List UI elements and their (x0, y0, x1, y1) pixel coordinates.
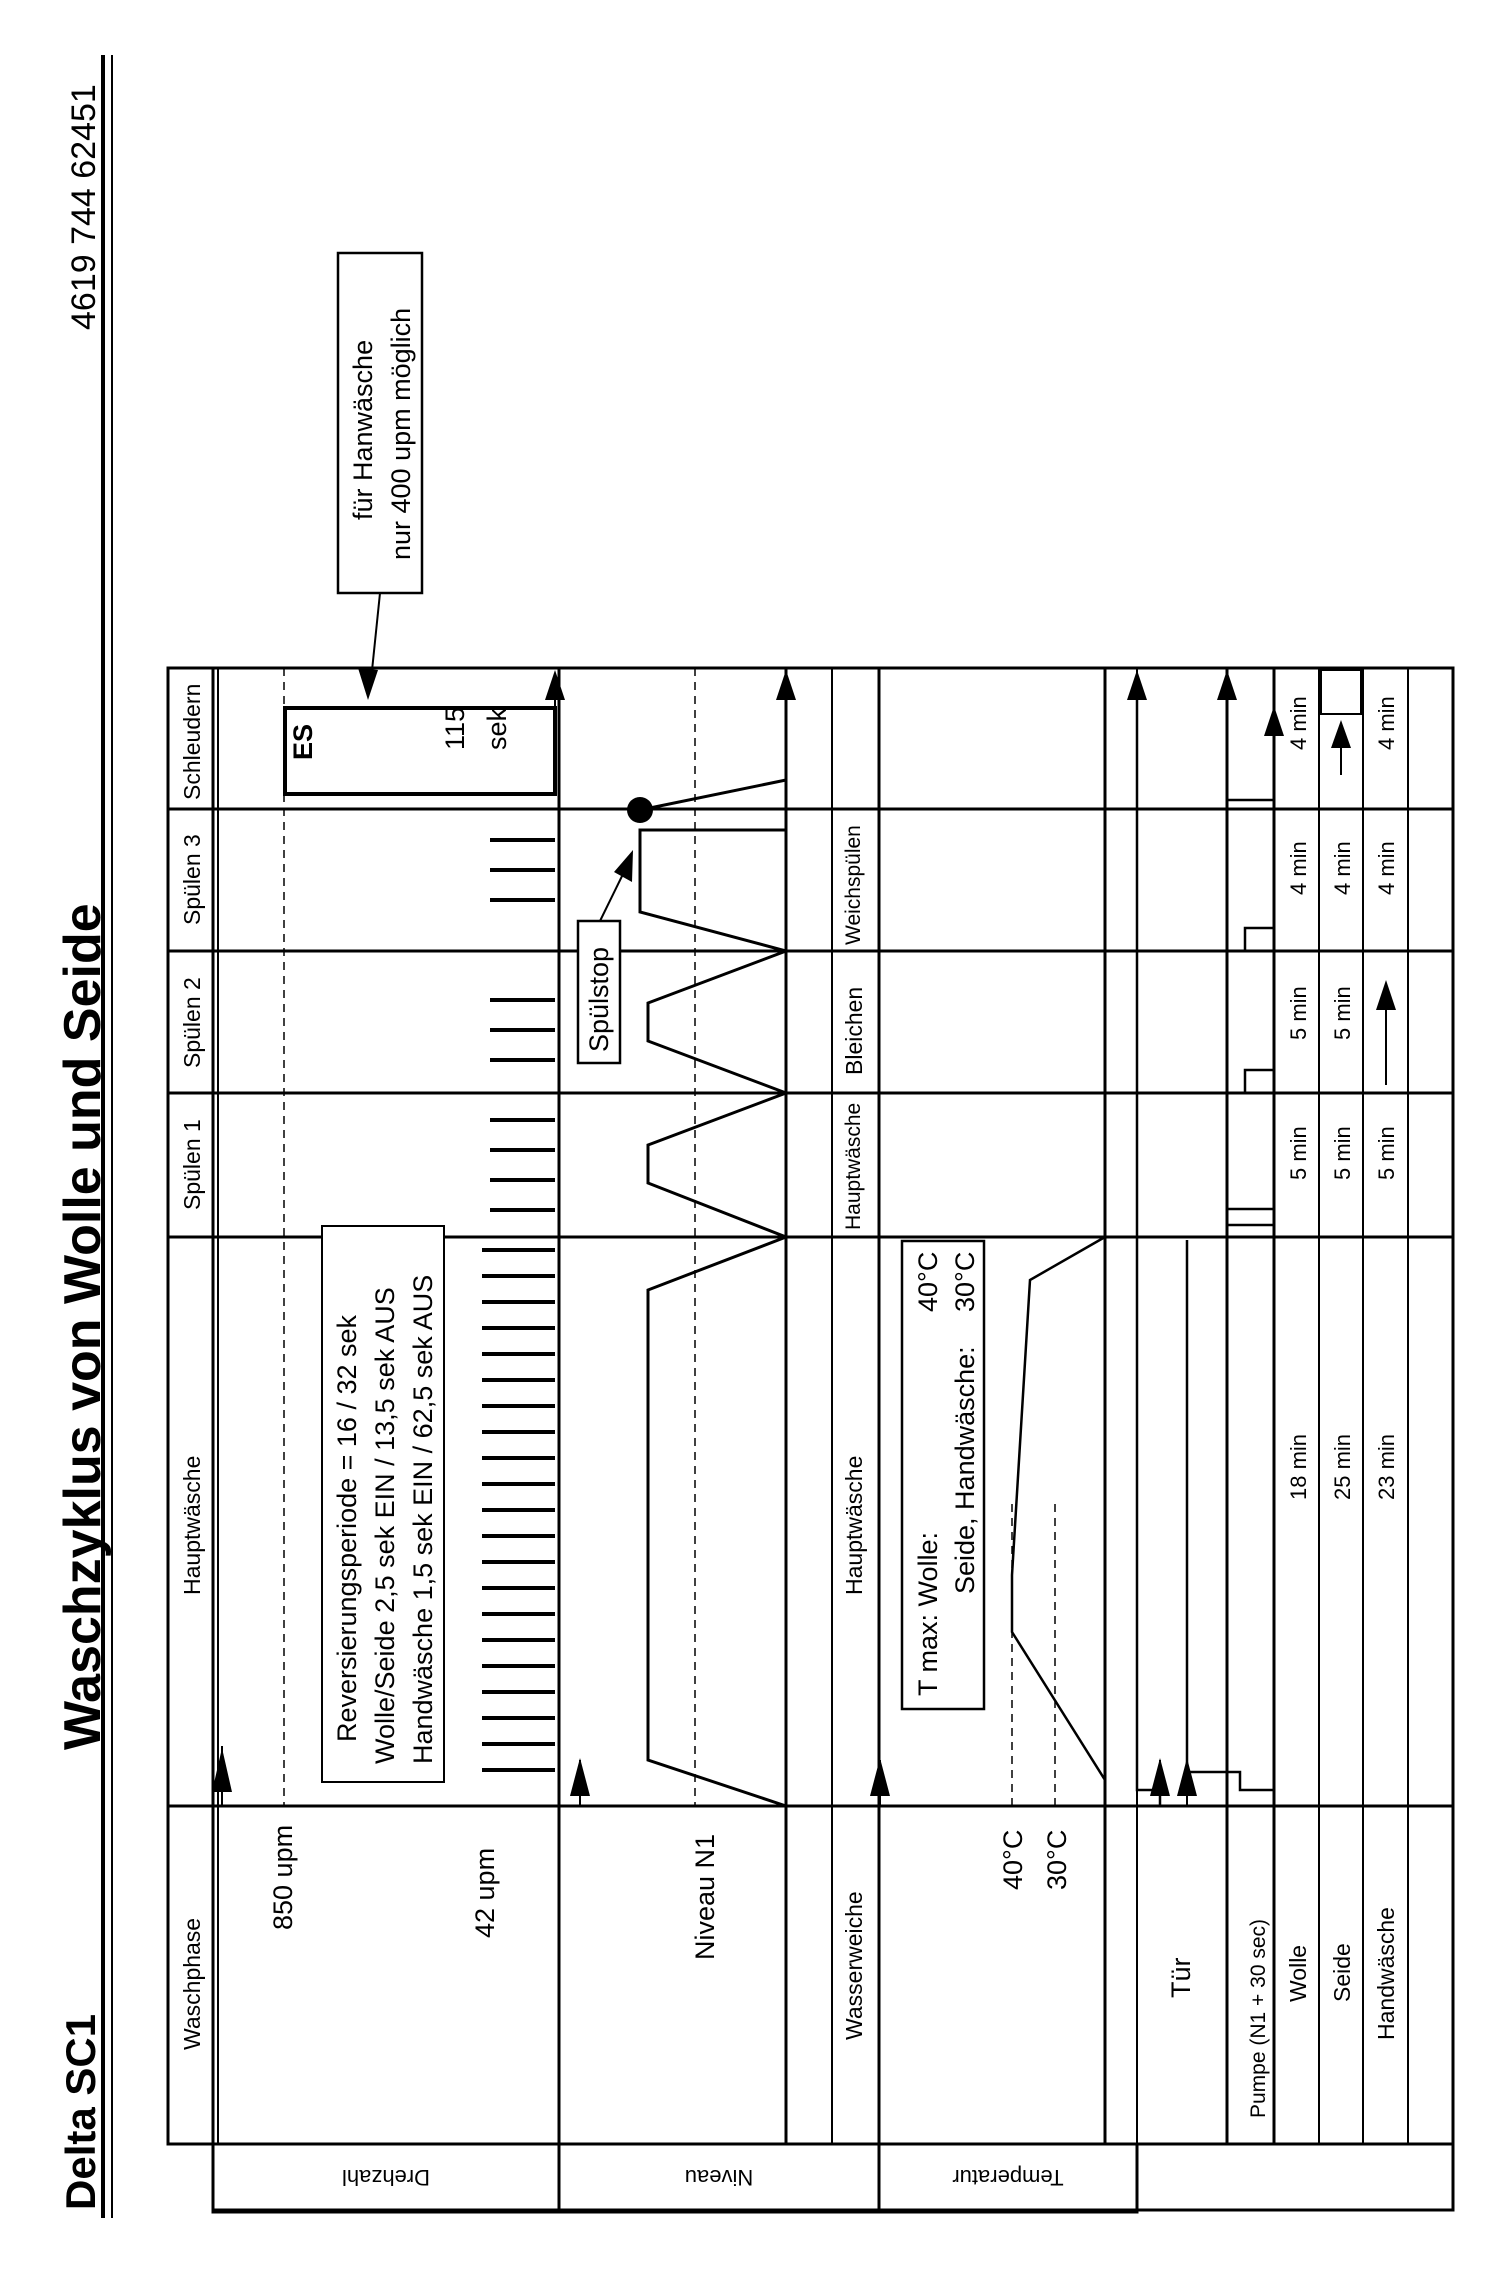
phase-label-hauptwaesche: Hauptwäsche (179, 1455, 205, 1595)
program-label-seide: Seide (1329, 1943, 1355, 2002)
duration-value: 25 min (1330, 1433, 1355, 1500)
side-label-drehzahl: Drehzahl (341, 2165, 431, 2190)
water-level-curve (640, 830, 786, 1806)
phase-label-spuelen-2: Spülen 2 (179, 977, 205, 1068)
duration-value: 18 min (1286, 1433, 1311, 1500)
wasserweiche-cell-main: Hauptwäsche (841, 1455, 867, 1595)
duration-value: 4 min (1286, 841, 1311, 895)
wasserweiche-cell-spuelen-3: Weichspülen (842, 825, 865, 945)
seide-2m-box (1321, 670, 1361, 714)
model-label: Delta SC1 (57, 2013, 104, 2210)
side-label-niveau: Niveau (684, 2165, 754, 2190)
wasserweiche-label: Wasserweiche (841, 1891, 867, 2040)
duration-value: 5 min (1330, 1126, 1355, 1180)
duration-table (1286, 674, 1399, 1500)
phase-label-waschphase: Waschphase (179, 1917, 205, 2050)
es-duration-value: 115 (440, 706, 470, 750)
program-label-wolle: Wolle (1285, 1944, 1311, 2002)
tmax-wolle-label: T max: Wolle: (913, 1531, 943, 1696)
duration-value: 4 min (1374, 696, 1399, 750)
temperature-curve (1012, 1237, 1105, 1806)
duration-value: 4 min (1330, 841, 1355, 895)
door-signal (1137, 680, 1160, 1806)
duration-value: 5 min (1286, 1126, 1311, 1180)
duration-value: 5 min (1330, 986, 1355, 1040)
reversing-pulses (482, 840, 555, 1770)
speed-high-label: 850 upm (268, 1824, 298, 1930)
temp-40-label: 40°C (998, 1829, 1028, 1890)
door-label: Tür (1166, 1957, 1196, 1998)
reversing-note-line-3: Handwäsche 1,5 sek EIN / 62,5 sek AUS (408, 1274, 438, 1764)
pump-signal (1187, 1240, 1274, 1806)
duration-value: 5 min (1374, 1126, 1399, 1180)
handwash-callout-line-1: für Hanwäsche (348, 339, 378, 520)
document-number: 4619 744 62451 (65, 84, 103, 330)
side-label-temperatur: Temperatur (952, 2165, 1064, 2190)
duration-value: 4 min (1286, 696, 1311, 750)
temp-30-label: 30°C (1042, 1829, 1072, 1890)
speed-low-label: 42 upm (470, 1847, 500, 1938)
es-spin-box (285, 708, 555, 794)
duration-value: 4 min (1374, 841, 1399, 895)
es-duration-unit: sek (482, 707, 512, 750)
es-label: ES (288, 723, 318, 760)
tmax-seide-label: Seide, Handwäsche: (950, 1346, 980, 1594)
handwash-callout-line-2: nur 400 upm möglich (386, 307, 416, 560)
level-n1-label: Niveau N1 (690, 1833, 720, 1960)
page-title: Waschzyklus von Wolle und Seide (54, 903, 112, 1750)
pump-label: Pumpe (N1 + 30 sec) (1247, 1918, 1270, 2118)
phase-label-spuelen-1: Spülen 1 (179, 1119, 205, 1210)
spuelstop-label: Spülstop (584, 946, 614, 1052)
duration-value: 5 min (1286, 986, 1311, 1040)
reversing-note-line-2: Wolle/Seide 2,5 sek EIN / 13,5 sek AUS (370, 1287, 400, 1764)
tmax-wolle-value: 40°C (913, 1251, 943, 1312)
duration-value: 23 min (1374, 1433, 1399, 1500)
wasserweiche-cell-spuelen-1: Hauptwäsche (842, 1102, 865, 1230)
phase-label-spuelen-3: Spülen 3 (179, 834, 205, 925)
reversing-note-line-1: Reversierungsperiode = 16 / 32 sek (332, 1314, 362, 1742)
program-label-handwaesche: Handwäsche (1373, 1907, 1399, 2040)
phase-label-schleudern: Schleudern (179, 683, 205, 800)
wasserweiche-cell-spuelen-2: Bleichen (841, 986, 867, 1075)
tmax-seide-value: 30°C (950, 1251, 980, 1312)
